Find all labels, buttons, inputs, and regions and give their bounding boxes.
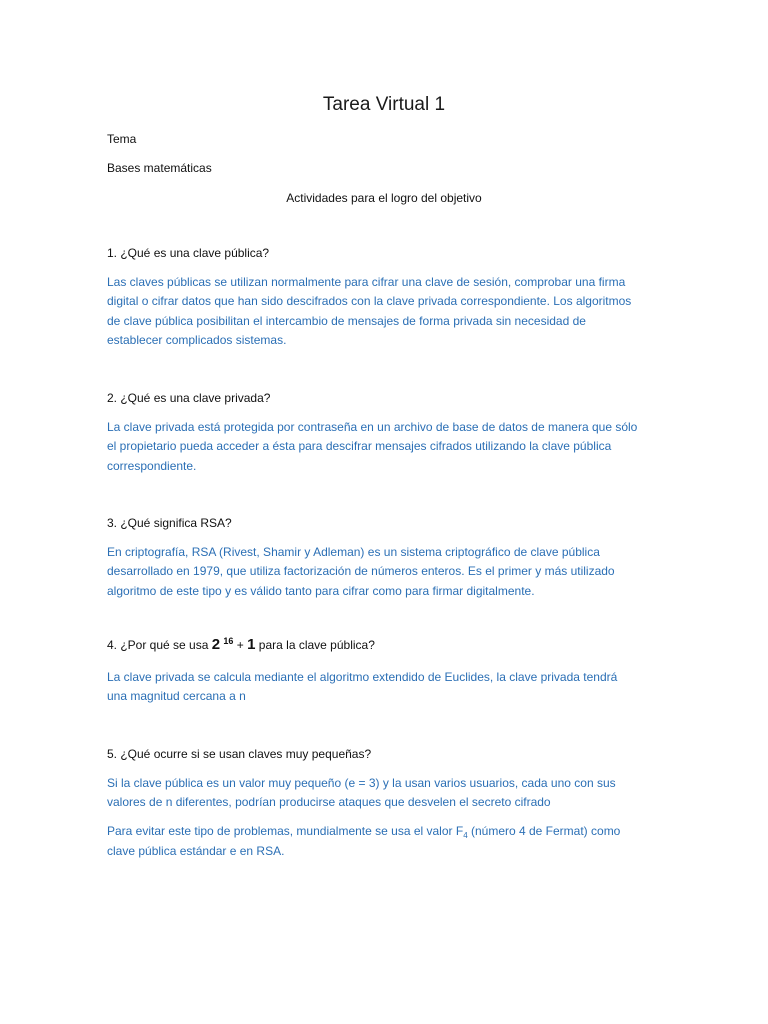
answer-5-line: Si la clave pública es un valor muy pequeño (e = 3) y la usan varios usuarios, cada uno con sus [107,776,616,790]
answer-3-line: desarrollado en 1979, que utiliza factorización de números enteros. Es el primer y más utilizado [107,564,615,579]
answer-5-extra [107,822,667,862]
answer-4 [107,668,667,707]
answer-2-line: La clave privada está protegida por contraseña en un archivo de base de datos de manera que sólo [107,420,638,434]
tema-label: Tema [107,132,137,146]
fermat-subscript: 4 [463,831,468,840]
answer-1 [107,273,667,350]
question-4 [107,637,375,654]
answer-2-line: correspondiente. [107,458,197,473]
answer-2 [107,418,667,476]
answer-1-line: digital o cifrar datos que han sido descifrados con la clave privada correspondiente. Los algoritmos [107,294,632,309]
answer-5-extra-line: clave pública estándar e en RSA. [107,844,285,859]
tema-value: Bases matemáticas [107,161,212,175]
answer-5-extra-suffix: (número 4 de Fermat) como [467,824,621,838]
question-4-one: 1 [247,636,256,653]
answer-3-line: En criptografía, RSA (Rivest, Shamir y Adleman) es un sistema criptográfico de clave pública [107,545,600,559]
question-2: 2. ¿Qué es una clave privada? [107,391,271,405]
answer-1-line: de clave pública posibilitan el intercambio de mensajes de forma privada sin necesidad de [107,313,586,328]
question-4-prefix: 4. ¿Por qué se usa [107,638,212,652]
answer-5-extra-line [107,822,667,842]
answer-5 [107,774,667,813]
answer-4-line: una magnitud cercana a n [107,689,246,704]
answer-2-line: el propietario pueda acceder a ésta para descifrar mensajes cifrados utilizando la clave pública [107,439,612,454]
answer-3 [107,543,667,601]
question-1: 1. ¿Qué es una clave pública? [107,246,270,260]
answer-1-line: establecer complicados sistemas. [107,332,287,347]
answer-5-extra-prefix: Para evitar este tipo de problemas, mundialmente se usa el valor F [107,824,464,838]
answer-3-line: algoritmo de este tipo y es válido tanto para cifrar como para firmar digitalmente. [107,583,535,598]
document-title: Tarea Virtual 1 [322,94,446,115]
question-4-suffix: para la clave pública? [255,638,375,652]
answer-4-line: La clave privada se calcula mediante el algoritmo extendido de Euclides, la clave privada tendrá [107,670,618,684]
question-5: 5. ¿Qué ocurre si se usan claves muy pequeñas? [107,747,372,761]
answer-5-line: valores de n diferentes, podrían producirse ataques que desvelen el secreto cifrado [107,795,551,810]
question-4-base: 2 [211,636,221,653]
question-4-exponent: 16 [223,636,234,646]
answer-1-line: Las claves públicas se utilizan normalmente para cifrar una clave de sesión, comprobar una firma [107,275,626,289]
activities-heading: Actividades para el logro del objetivo [286,191,482,205]
question-3: 3. ¿Qué significa RSA? [107,516,232,530]
question-4-plus: + [233,638,248,652]
